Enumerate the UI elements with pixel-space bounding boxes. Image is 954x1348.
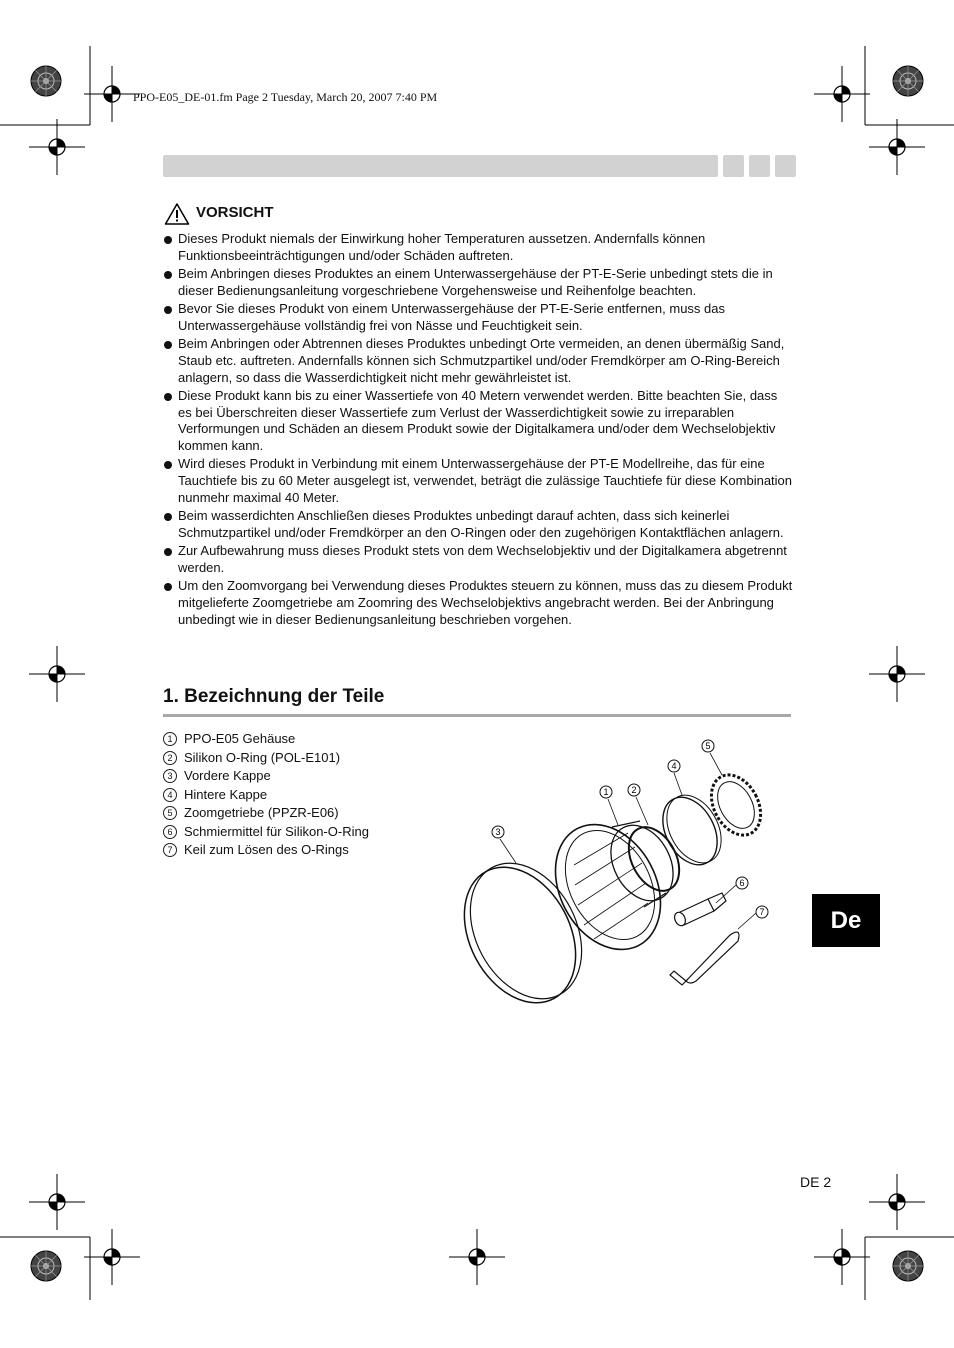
zoom-gear-shape [702, 766, 771, 843]
list-item [163, 749, 369, 768]
list-item [163, 767, 369, 786]
part-label: Vordere Kappe [184, 768, 271, 783]
section-title: 1. Bezeichnung der Teile [163, 686, 385, 707]
list-item: Dieses Produkt niemals der Einwirkung hoher Temperaturen aussetzen. Andernfalls können Funktionsbeeinträchtigungen und/oder Schäden auftreten. [163, 231, 793, 265]
part-label: Keil zum Lösen des O-Rings [184, 842, 349, 857]
front-cap-shape [460, 848, 598, 1015]
registration-mark-icon [29, 646, 85, 702]
circled-number: 1 [163, 732, 177, 746]
circled-number: 7 [163, 843, 177, 857]
list-item [163, 730, 369, 749]
list-item [163, 823, 369, 842]
list-item [163, 786, 369, 805]
section-divider [163, 714, 791, 717]
registration-mark-icon [869, 646, 925, 702]
callout-number: 5 [705, 741, 711, 751]
list-item: Beim Anbringen dieses Produktes an einem Unterwassergehäuse der PT-E-Serie unbedingt stets die in dieser Bedienungsanleitung vorgeschriebene Vorgehensweise und Reihenfolge beachten. [163, 266, 793, 300]
callout-3 [492, 826, 504, 838]
callout-7 [756, 906, 768, 918]
list-item: Diese Produkt kann bis zu einer Wassertiefe von 40 Metern verwendet werden. Bitte beachten Sie, dass es bei Überschreiten dieser Wassertiefe zum Verlust der Wasserdichtigkeit sowie zu irreparablen Verformungen und Schäden an diesem Produkt sowie der Digitalkamera und/oder dem Wechselobjektiv kommen kann. [163, 388, 793, 455]
parts-illustration [460, 735, 780, 1015]
wedge-tool-shape [686, 932, 739, 983]
part-label: Schmiermittel für Silikon-O-Ring [184, 823, 369, 839]
registration-mark-icon [29, 1174, 85, 1230]
page-number: DE 2 [800, 1174, 832, 1190]
callout-number: 7 [759, 907, 765, 917]
star-target-icon [31, 66, 61, 96]
part-label: Silikon O-Ring (POL-E101) [184, 749, 341, 765]
registration-mark-icon [869, 119, 925, 175]
registration-mark-icon [449, 1229, 505, 1285]
list-item: Beim Anbringen oder Abtrennen dieses Produktes unbedingt Orte vermeiden, an denen übermäßig Sand, Staub etc. auftreten. Andernfalls können sich Schmutzpartikel und/oder Fremdkörper am O-Ring-Bereich anlagern, so dass die Wasserdichtigkeit nicht mehr gewährleistet ist. [163, 336, 793, 386]
registration-mark-icon [814, 1229, 870, 1285]
star-target-icon [893, 66, 923, 96]
part-label: Hintere Kappe [184, 786, 268, 802]
list-item: Bevor Sie dieses Produkt von einem Unterwassergehäuse der PT-E-Serie entfernen, muss das Unterwassergehäuse vollständig frei von Nässe und Feuchtigkeit sein. [163, 301, 793, 335]
parts-list [163, 730, 369, 860]
language-tab: De [812, 894, 880, 947]
registration-mark-icon [814, 66, 870, 122]
rear-cap-shape [652, 788, 728, 874]
circled-number: 5 [163, 806, 177, 820]
header-bar-block [775, 155, 796, 177]
callout-number: 3 [495, 827, 501, 837]
registration-mark-icon [84, 66, 140, 122]
callout-6 [736, 877, 748, 889]
circled-number: 2 [163, 751, 177, 765]
callout-4 [668, 760, 680, 772]
list-item [163, 841, 369, 860]
print-header: PPO-E05_DE-01.fm Page 2 Tuesday, March 20, 2007 7:40 PM [133, 90, 438, 104]
grease-tube-shape [673, 893, 726, 927]
list-item: Zur Aufbewahrung muss dieses Produkt stets von dem Wechselobjektiv und der Digitalkamera abgetrennt werden. [163, 543, 793, 577]
callout-5 [702, 740, 714, 752]
callout-2 [628, 784, 640, 796]
part-label: Zoomgetriebe (PPZR-E06) [184, 805, 339, 820]
list-item [163, 804, 369, 823]
list-item: Beim wasserdichten Anschließen dieses Produktes unbedingt darauf achten, dass sich keinerlei Schmutzpartikel und/oder Fremdkörper an den O-Ringen oder den zugehörigen Kontaktflächen anlagern. [163, 508, 793, 542]
callout-number: 2 [631, 785, 637, 795]
header-bar [163, 155, 718, 177]
registration-mark-icon [84, 1229, 140, 1285]
registration-mark-icon [869, 1174, 925, 1230]
caution-list [163, 231, 793, 630]
star-target-icon [31, 1251, 61, 1281]
part-label: PPO-E05 Gehäuse [184, 731, 296, 746]
circled-number: 3 [163, 769, 177, 783]
star-target-icon [893, 1251, 923, 1281]
callout-1 [600, 786, 612, 798]
header-bar-block [723, 155, 744, 177]
callout-number: 6 [739, 878, 745, 888]
circled-number: 6 [163, 825, 177, 839]
list-item: Wird dieses Produkt in Verbindung mit einem Unterwassergehäuse der PT-E Modellreihe, das für eine Tauchtiefe bis zu 60 Meter ausgelegt ist, verwendet, beträgt die zulässige Tauchtiefe für diese Kombination nunmehr maximal 40 Meter. [163, 456, 793, 506]
registration-mark-icon [29, 119, 85, 175]
callout-number: 4 [671, 761, 677, 771]
caution-title: VORSICHT [196, 204, 274, 221]
warning-triangle-icon [164, 202, 190, 226]
list-item: Um den Zoomvorgang bei Verwendung dieses Produktes steuern zu können, muss das zu diesem Produkt mitgelieferte Zoomgetriebe am Zoomring des Wechselobjektivs angebracht werden. Bei der Anbringung unbedingt wie in dieser Bedienungsanleitung beschrieben vorgehen. [163, 578, 793, 628]
header-bar-block [749, 155, 770, 177]
circled-number: 4 [163, 788, 177, 802]
callout-number: 1 [603, 787, 609, 797]
